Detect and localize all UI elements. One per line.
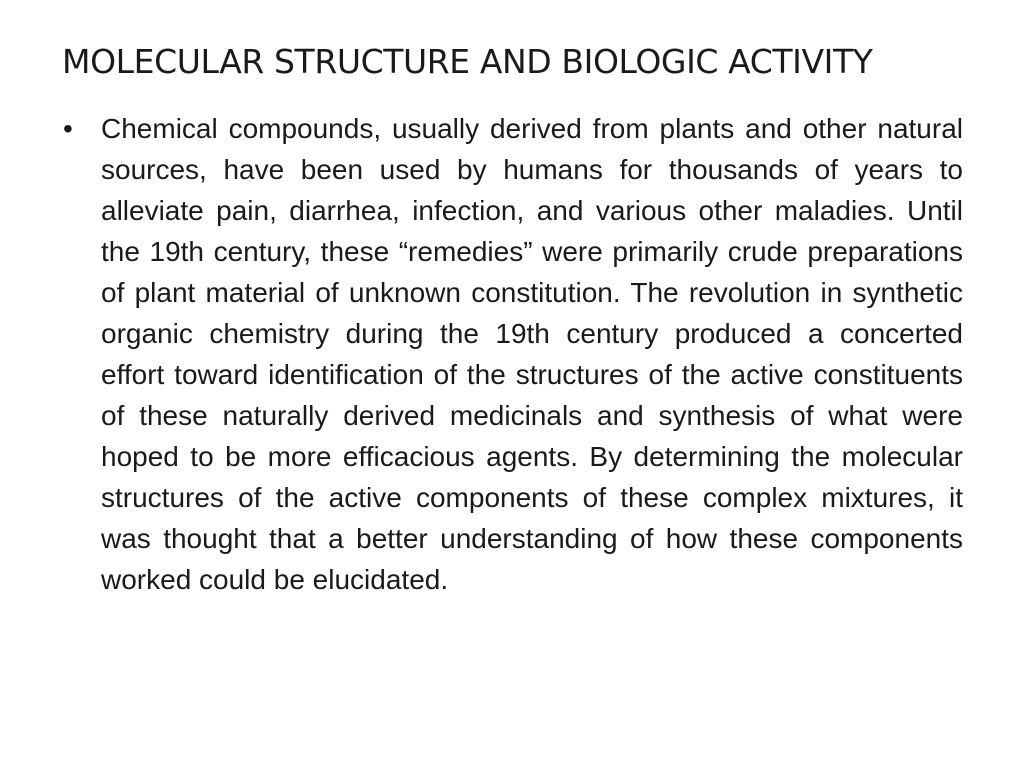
bullet-list: [63, 108, 963, 600]
bullet-icon: •: [63, 113, 73, 144]
slide-title: MOLECULAR STRUCTURE AND BIOLOGIC ACTIVITY: [62, 42, 873, 81]
bullet-text: Chemical compounds, usually derived from plants and other natural sources, have been used by humans for thousands of years to alleviate pain, diarrhea, infection, and various other maladies. Until the 19th century, these “remedies” were primarily crude preparations of plant material of unknown constitution. The revolution in synthetic organic chemistry during the 19th century produced a concerted effort toward identification of the structures of the active constituents of these naturally derived medicinals and synthesis of what were hoped to be more efficacious agents. By determining the molecular structures of the active components of these complex mixtures, it was thought that a better understanding of how these components worked could be elucidated.: [101, 113, 963, 595]
bullet-item: [63, 108, 963, 600]
